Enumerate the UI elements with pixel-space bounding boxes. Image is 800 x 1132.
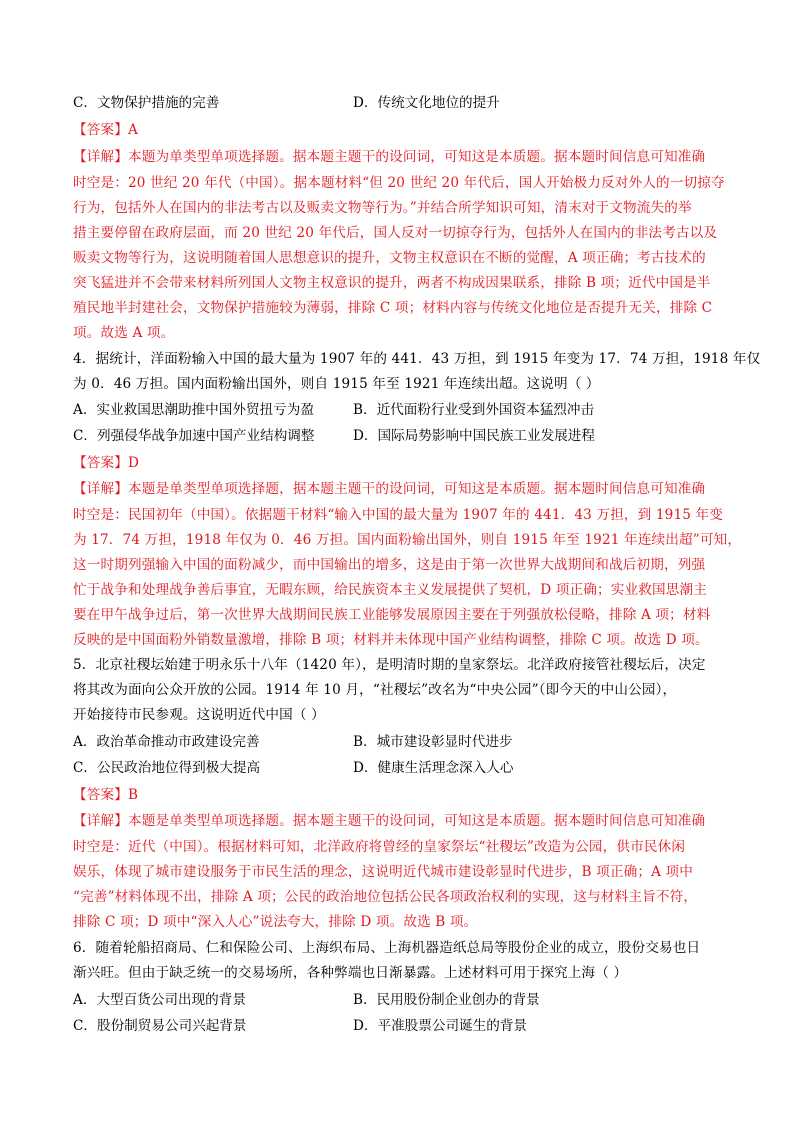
q4-option-a: A．实业救国思潮助推中国外贸扭亏为盈 [73,402,314,418]
q6-option-b: B．民用股份制企业创办的背景 [353,992,540,1008]
q6-stem-line: 6．随着轮船招商局、仁和保险公司、上海织布局、上海机器造纸总局等股份企业的成立，股份交易也日 [73,940,701,956]
q5-explanation-line: “完善”材料体现不出，排除 A 项；公民的政治地位包括公民各项政治权利的实现，这与材料主旨不符， [73,889,698,905]
q6-option-a: A．大型百货公司出现的背景 [73,992,246,1008]
q4-stem-line: 为 0．46 万担。国内面粉输出国外，则自 1915 年至 1921 年连续出超。这说明（ ） [73,376,600,392]
q3-explanation-line: 突飞猛进并不会带来材料所列国人文物主权意识的提升，两者不构成因果联系，排除 B 项；近代中国是半 [73,275,711,291]
q4-explanation-line: 忙于战争和处理战争善后事宜，无暇东顾，给民族资本主义发展提供了契机，D 项正确；实业救国思潮主 [73,582,707,598]
q4-explanation-line: 时空是：民国初年（中国）。依据题干材料“输入中国的最大量为 1907 年的 441．43 万担，到 1915 年变 [73,507,724,523]
q3-option-c: C．文物保护措施的完善 [73,95,220,111]
q3-explanation-line: 贩卖文物等行为，这说明随着国人思想意识的提升，文物主权意识在不断的觉醒，A 项正确；考古技术的 [73,250,706,266]
q5-option-b: B．城市建设彰显时代进步 [353,734,513,750]
q6-option-d: D．平准股票公司诞生的背景 [353,1018,528,1034]
q4-stem-line: 4．据统计，洋面粉输入中国的最大量为 1907 年的 441．43 万担，到 1915 年变为 17．74 万担，1918 年仅 [73,351,761,367]
q5-stem-line: 5．北京社稷坛始建于明永乐十八年（1420 年），是明清时期的皇家祭坛。北洋政府接管社稷坛后，决定 [73,657,706,673]
q5-option-c: C．公民政治地位得到极大提高 [73,760,261,776]
q5-explanation-line: 时空是：近代（中国）。根据材料可知，北洋政府将曾经的皇家祭坛“社稷坛”改造为公园，供市民休闲 [73,839,686,855]
q4-explanation-line: 为 17．74 万担，1918 年仅为 0．46 万担。国内面粉输出国外，则自 1915 年至 1921 年连续出超”可知， [73,532,742,548]
q5-option-a: A．政治革命推动市政建设完善 [73,734,260,750]
q3-explanation-line: 【详解】本题为单类型单项选择题。据本题主题干的设问词，可知这是本质题。据本题时间信息可知准确 [73,149,706,165]
q5-stem-line: 开始接待市民参观。这说明近代中国（ ） [73,707,325,723]
q4-explanation-line: 反映的是中国面粉外销数量激增，排除 B 项；材料并未体现中国产业结构调整，排除 C 项。故选 D 项。 [73,632,709,648]
q4-option-c: C．列强侵华战争加速中国产业结构调整 [73,428,315,444]
q6-stem-line: 渐兴旺。但由于缺乏统一的交易场所，各种弊端也日渐暴露。上述材料可用于探究上海（ ） [73,965,628,981]
q3-answer: 【答案】A [73,122,138,138]
q3-explanation-line: 殖民地半封建社会，文物保护措施较为薄弱，排除 C 项；材料内容与传统文化地位是否提升无关，排除 C [73,300,713,316]
q5-explanation-line: 【详解】本题是单类型单项选择题。据本题主题干的设问词，可知这是本质题。据本题时间信息可知准确 [73,813,706,829]
q4-explanation-line: 这一时期列强输入中国的面粉减少，而中国输出的增多，这是由于第一次世界大战期间和战后初期，列强 [73,557,706,573]
q4-explanation-line: 【详解】本题是单类型单项选择题，据本题主题干的设问词，可知这是本质题。据本题时间信息可知准确 [73,481,706,497]
q3-explanation-line: 时空是：20 世纪 20 年代（中国）。据本题材料“但 20 世纪 20 年代后，国人开始极力反对外人的一切掠夺 [73,175,725,191]
q3-explanation-line: 项。故选 A 项。 [73,325,175,341]
q5-explanation-line: 排除 C 项；D 项中“深入人心”说法夸大，排除 D 项。故选 B 项。 [73,914,478,930]
q4-explanation-line: 要在甲午战争过后，第一次世界大战期间民族工业能够发展原因主要在于列强放松侵略，排除 A 项；材料 [73,607,711,623]
q4-option-d: D．国际局势影响中国民族工业发展进程 [353,428,595,444]
q3-explanation-line: 措主要停留在政府层面，而 20 世纪 20 年代后，国人反对一切掠夺行为，包括外人在国内的非法考古以及 [73,225,718,241]
q4-option-b: B．近代面粉行业受到外国资本猛烈冲击 [353,402,595,418]
q5-explanation-line: 娱乐，体现了城市建设服务于市民生活的理念，这说明近代城市建设彰显时代进步，B 项正确；A 项中 [73,864,694,880]
q6-option-c: C．股份制贸易公司兴起背景 [73,1018,247,1034]
q5-option-d: D．健康生活理念深入人心 [353,760,514,776]
q3-option-d: D．传统文化地位的提升 [353,95,500,111]
q5-answer: 【答案】B [73,787,139,803]
q5-stem-line: 将其改为面向公众开放的公园。1914 年 10 月，“社稷坛”改名为“中央公园”（即今天的中山公园）， [73,682,677,698]
q4-answer: 【答案】D [73,455,140,471]
q3-explanation-line: 行为，包括外人在国内的非法考古以及贩卖文物等行为。”并结合所学知识可知，清末对于文物流失的举 [73,200,692,216]
